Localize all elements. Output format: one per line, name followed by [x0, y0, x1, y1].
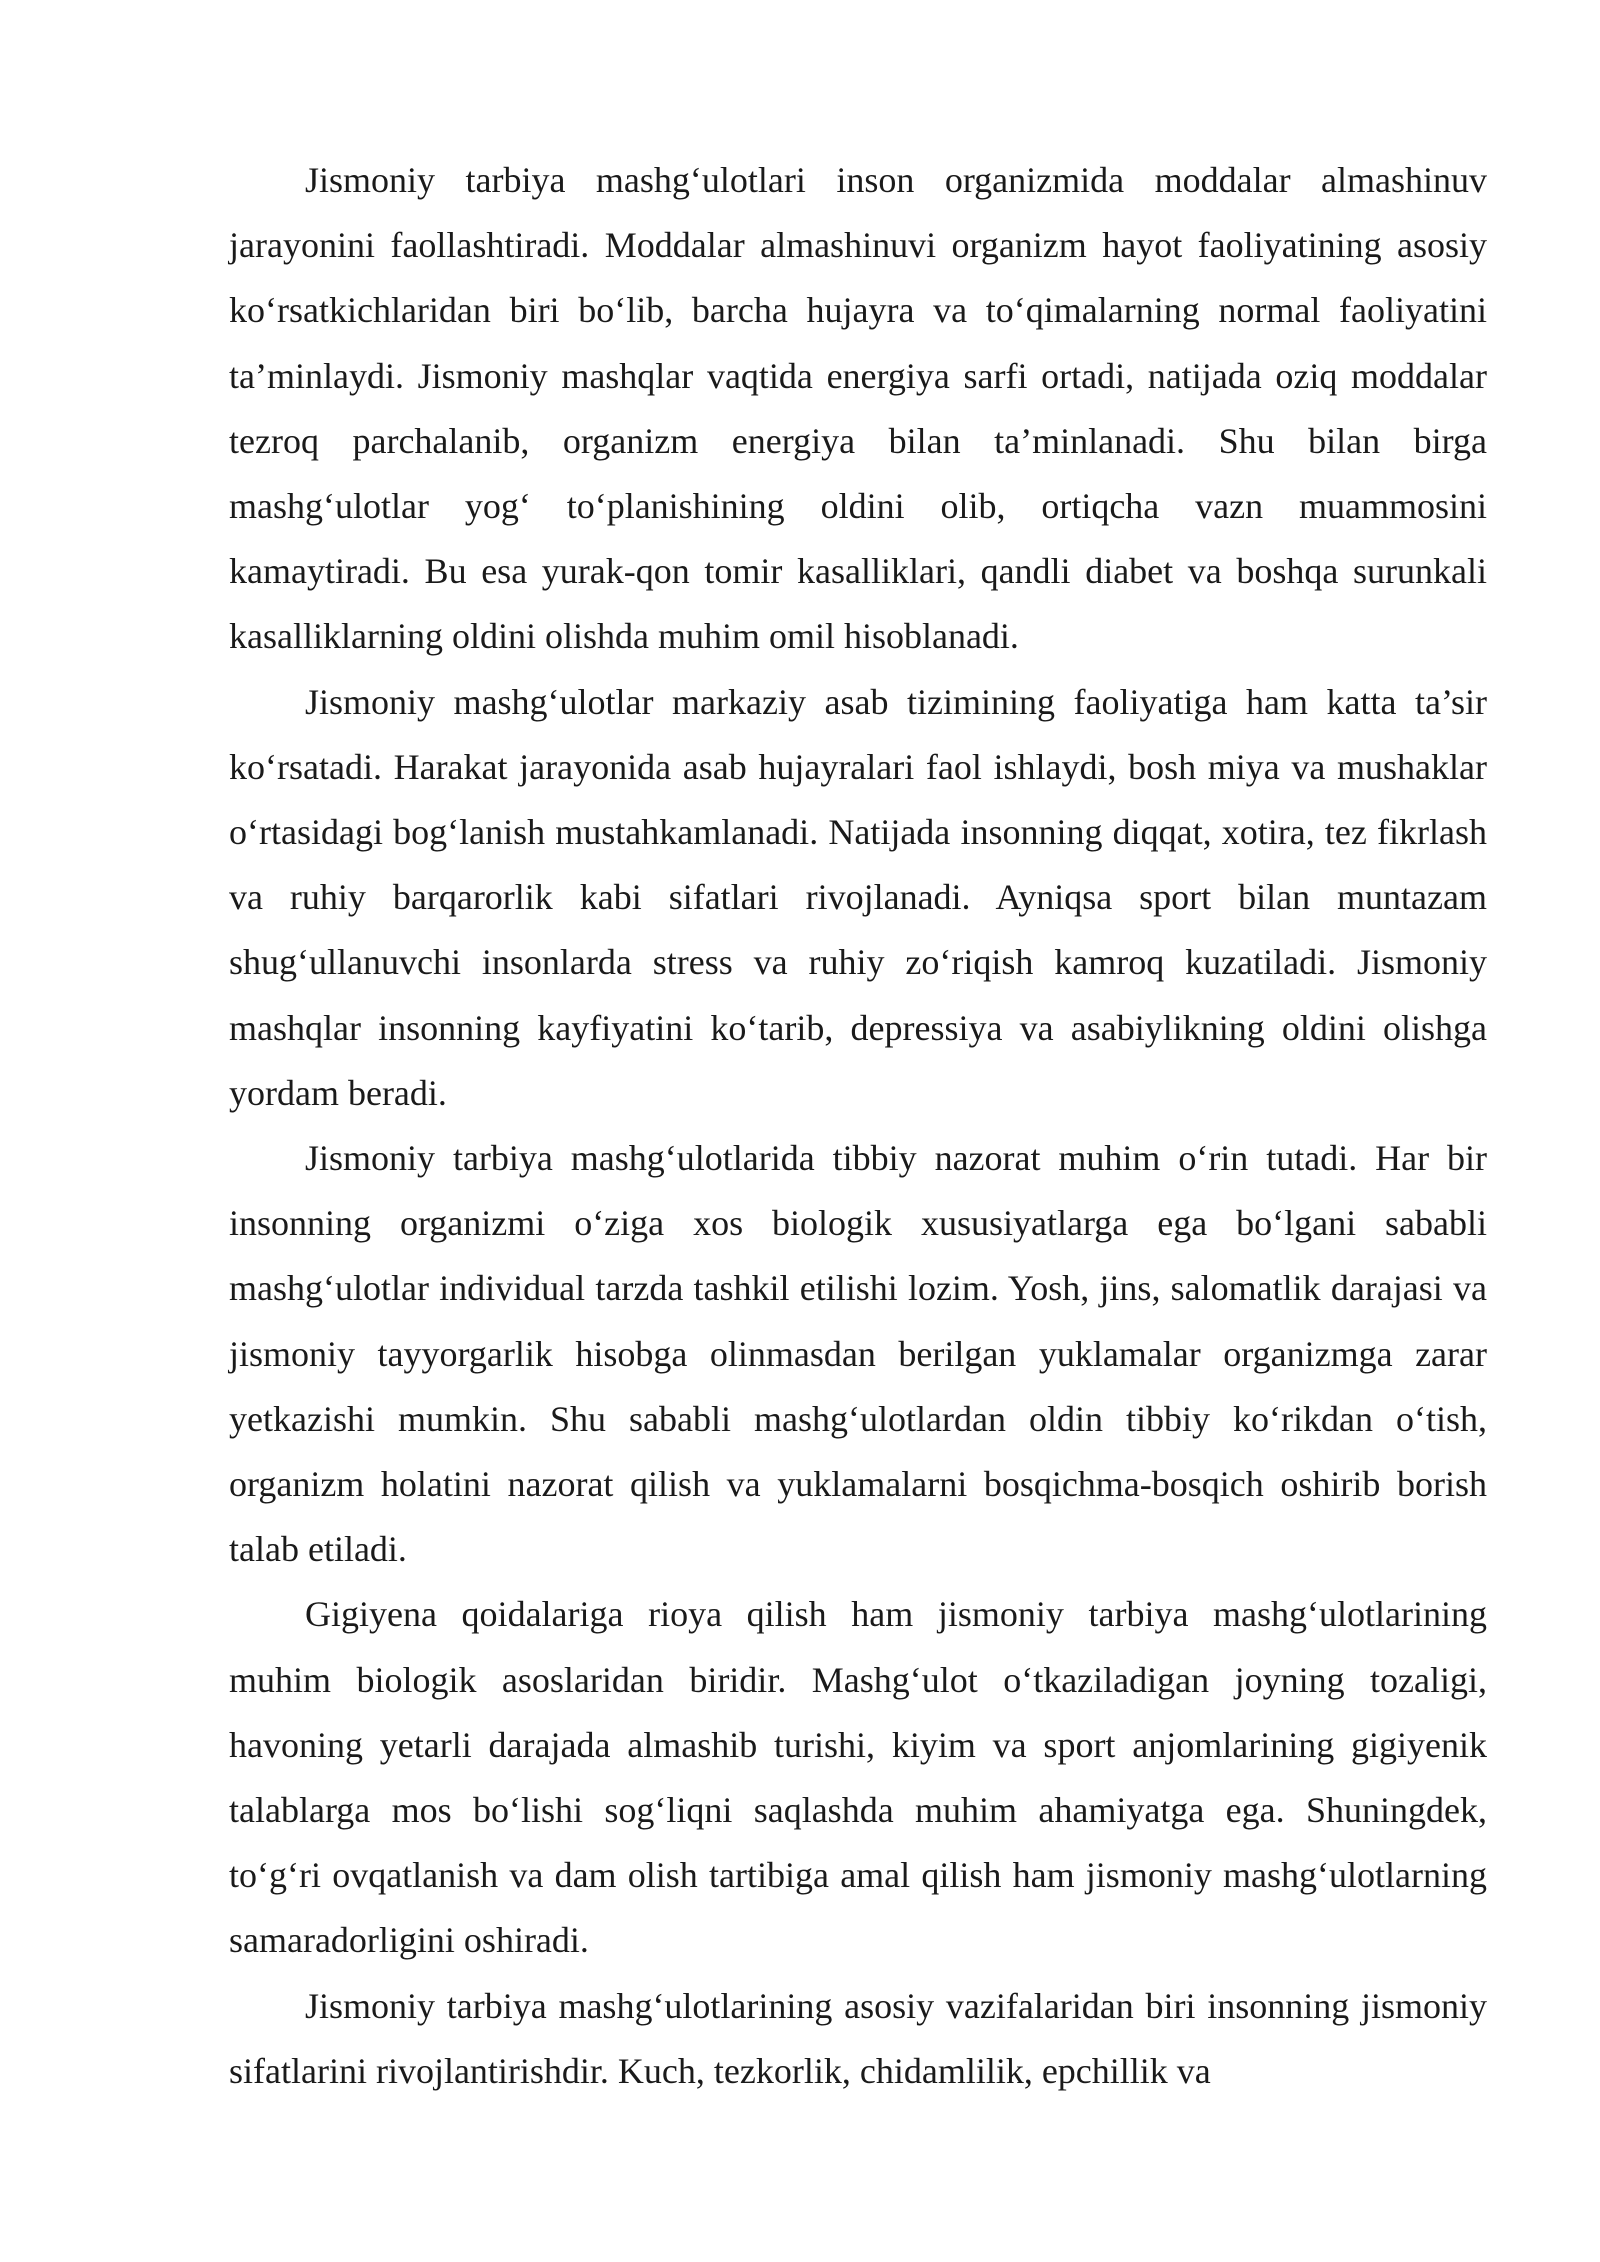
- paragraph-physical-qualities: Jismoniy tarbiya mashg‘ulotlarining asosiy vazifalaridan biri insonning jismoniy sifatlarini rivojlantirishdir. Kuch, tezkorlik, chidamlilik, epchillik va: [229, 1985, 1487, 2091]
- paragraph-nervous-system: Jismoniy mashg‘ulotlar markaziy asab tizimining faoliyatiga ham katta ta’sir ko‘rsatadi. Harakat jarayonida asab hujayralari faol ishlaydi, bosh miya va mushaklar o‘rtasidagi bog‘lanish mustahkamlanadi. Natijada insonning diqqat, xotira, tez fikrlash va ruhiy barqarorlik kabi sifatlari rivojlanadi. Ayniqsa sport bilan muntazam shug‘ullanuvchi insonlarda stress va ruhiy zo‘riqish kamroq kuzatiladi. Jismoniy mashqlar insonning kayfiyatini ko‘tarib, depressiya va asabiylikning oldini olishga yordam beradi.: [229, 681, 1487, 1113]
- paragraph-metabolism: Jismoniy tarbiya mashg‘ulotlari inson organizmida moddalar almashinuv jarayonini faollashtiradi. Moddalar almashinuvi organizm hayot faoliyatining asosiy ko‘rsatkichlaridan biri bo‘lib, barcha hujayra va to‘qimalarning normal faoliyatini ta’minlaydi. Jismoniy mashqlar vaqtida energiya sarfi ortadi, natijada oziq moddalar tezroq parchalanib, organizm energiya bilan ta’minlanadi. Shu bilan birga mashg‘ulotlar yog‘ to‘planishining oldini olib, ortiqcha vazn muammosini kamaytiradi. Bu esa yurak-qon tomir kasalliklari, qandli diabet va boshqa surunkali kasalliklarning oldini olishda muhim omil hisoblanadi.: [229, 160, 1487, 657]
- document-body: [229, 148, 1487, 2104]
- paragraph-hygiene: Gigiyena qoidalariga rioya qilish ham jismoniy tarbiya mashg‘ulotlarining muhim biologik asoslaridan biridir. Mashg‘ulot o‘tkaziladigan joyning tozaligi, havoning yetarli darajada almashib turishi, kiyim va sport anjomlarining gigiyenik talablarga mos bo‘lishi sog‘liqni saqlashda muhim ahamiyatga ega. Shuningdek, to‘g‘ri ovqatlanish va dam olish tartibiga amal qilish ham jismoniy mashg‘ulotlarning samaradorligini oshiradi.: [229, 1594, 1487, 1961]
- paragraph-medical-control: Jismoniy tarbiya mashg‘ulotlarida tibbiy nazorat muhim o‘rin tutadi. Har bir insonning organizmi o‘ziga xos biologik xususiyatlarga ega bo‘lgani sababli mashg‘ulotlar individual tarzda tashkil etilishi lozim. Yosh, jins, salomatlik darajasi va jismoniy tayyorgarlik hisobga olinmasdan berilgan yuklamalar organizmga zarar yetkazishi mumkin. Shu sababli mashg‘ulotlardan oldin tibbiy ko‘rikdan o‘tish, organizm holatini nazorat qilish va yuklamalarni bosqichma-bosqich oshirib borish talab etiladi.: [229, 1138, 1487, 1570]
